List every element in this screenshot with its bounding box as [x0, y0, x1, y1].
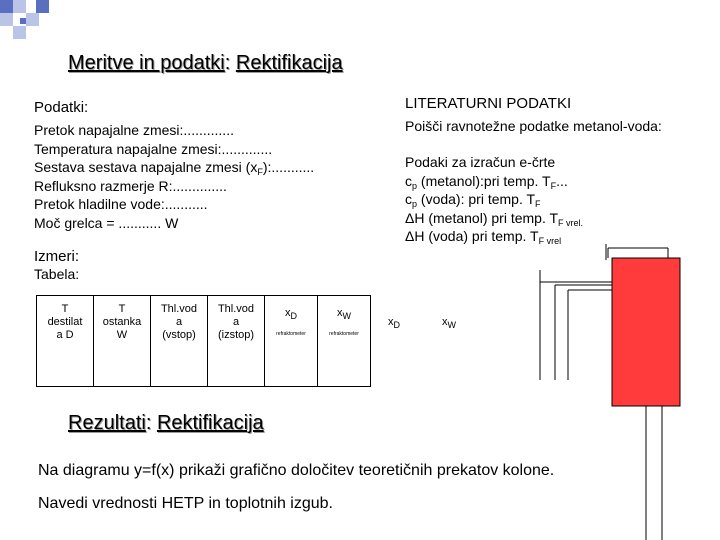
podatki-line: Sestava sestava napajalne zmesi $(x_F)$:...........	[34, 159, 315, 177]
literatura-line: $c_p$ (metanol):pri temp. $T_F$...	[405, 172, 568, 191]
title-part1: Meritve in podatki	[68, 52, 225, 74]
podatki-line: Temperatura napajalne zmesi:.............	[34, 140, 273, 157]
literatura-line1: Poišči ravnotežne podatke metanol-voda:	[405, 118, 662, 134]
results-paragraph: Na diagramu y=f(x) prikaži grafično določitev teoretičnih prekatov kolone.	[38, 462, 555, 479]
table-header-cell: Thl.vod a (vstop)	[151, 296, 208, 387]
title-sep: :	[224, 52, 236, 74]
literatura-line: ΔH (metanol) pri temp. $T_{F vrel.}$	[405, 209, 584, 228]
literatura-heading: LITERATURNI PODATKI	[405, 95, 572, 112]
table-header-cell: T destilat a D	[37, 296, 94, 387]
podatki-line: Pretok hladilne vode:...........	[34, 196, 208, 212]
results-paragraph: Navedi vrednosti HETP in toplotnih izgub.	[38, 495, 333, 512]
extra-xd-label: $x_D$	[388, 316, 400, 330]
table-header-cell: $x_D$ refraktometer	[265, 296, 318, 387]
literatura-line: ΔH (voda) pri temp. $T_{F vrel}$	[405, 228, 562, 246]
title-part2: Rektifikacija	[235, 52, 343, 74]
results-title: Rezultati: Rektifikacija	[68, 412, 264, 434]
table-header-cell: Thl.vod a (izstop)	[208, 296, 265, 387]
table-header-cell: T ostanka W	[94, 296, 151, 387]
table-header-cell: $x_W$ refraktometer	[318, 296, 371, 387]
podatki-line: Refluksno razmerje R:..............	[34, 177, 227, 194]
column-body	[612, 258, 680, 406]
podatki-heading: Podatki:	[34, 99, 89, 116]
literatura-line: $c_p$ (voda): pri temp. $T_F$	[405, 191, 541, 209]
izmeri-heading: Izmeri:	[34, 248, 79, 265]
podatki-line: Pretok napajalne zmesi:.............	[34, 122, 234, 138]
tabela-label: Tabela:	[34, 266, 80, 282]
extra-xw-label: $x_W$	[442, 316, 456, 330]
literatura-line: Podaki za izračun e-črte	[405, 154, 556, 170]
podatki-line: Moč grelca = ........... W	[34, 214, 179, 231]
